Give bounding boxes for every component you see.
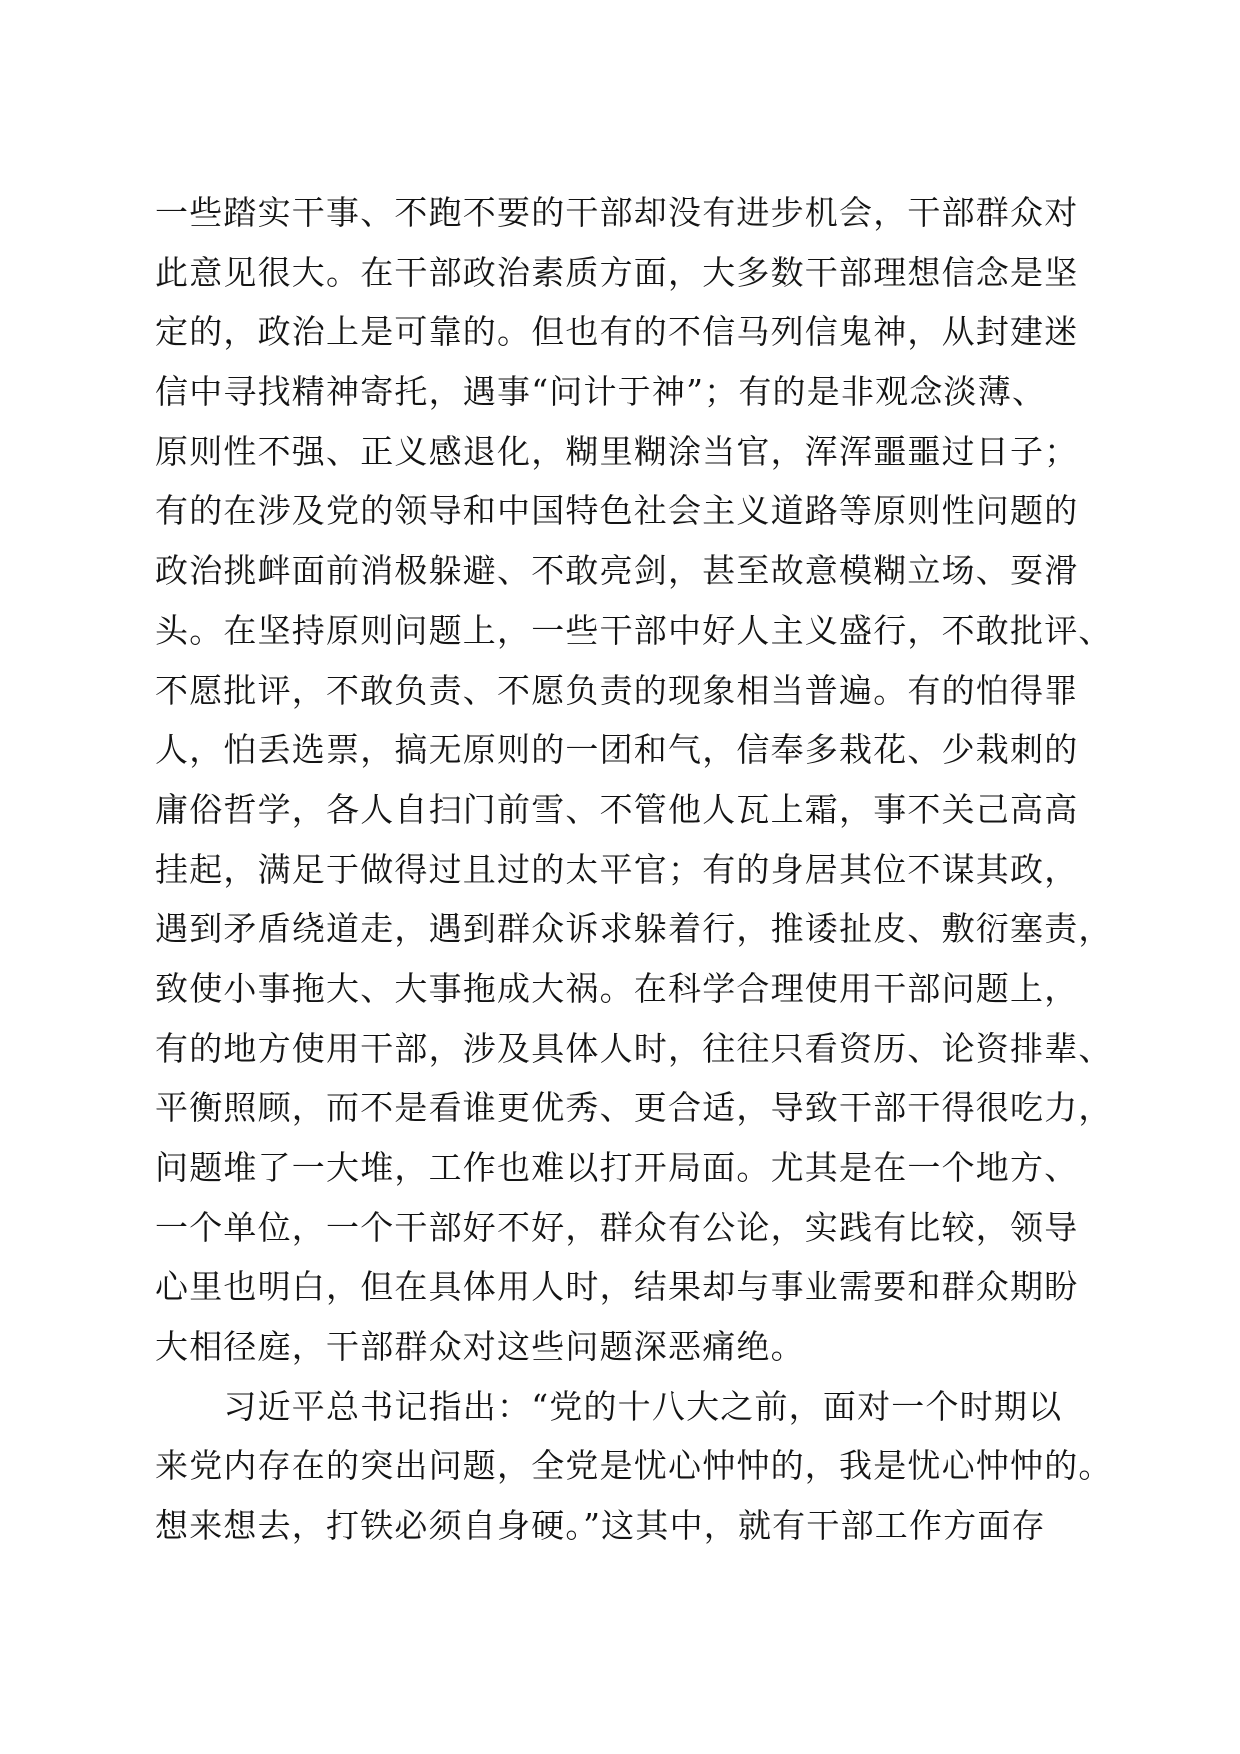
text-line: 原则性不强、正义感退化，糊里糊涂当官，浑浑噩噩过日子； bbox=[155, 431, 1079, 471]
text-line: 挂起，满足于做得过且过的太平官；有的身居其位不谋其政， bbox=[155, 849, 1079, 889]
text-line: 此意见很大。在干部政治素质方面，大多数干部理想信念是坚 bbox=[155, 252, 1079, 292]
text-line: 人，怕丢选票，搞无原则的一团和气，信奉多栽花、少栽刺的 bbox=[155, 730, 1079, 770]
text-line: 头。在坚持原则问题上，一些干部中好人主义盛行，不敢批评、 bbox=[155, 610, 1113, 650]
text-line: 有的在涉及党的领导和中国特色社会主义道路等原则性问题的 bbox=[155, 491, 1079, 531]
text-line: 一些踏实干事、不跑不要的干部却没有进步机会，干部群众对 bbox=[155, 193, 1079, 232]
text-line: 政治挑衅面前消极躲避、不敢亮剑，甚至故意模糊立场、耍滑 bbox=[155, 551, 1079, 591]
text-line: 致使小事拖大、大事拖成大祸。在科学合理使用干部问题上， bbox=[155, 968, 1079, 1008]
text-line: 庸俗哲学，各人自扫门前雪、不管他人瓦上霜，事不关己高高 bbox=[155, 789, 1079, 829]
text-line: 不愿批评，不敢负责、不愿负责的现象相当普遍。有的怕得罪 bbox=[155, 670, 1079, 710]
text-line: 平衡照顾，而不是看谁更优秀、更合适，导致干部干得很吃力， bbox=[155, 1088, 1113, 1128]
text-line: 想来想去，打铁必须自身硬。”这其中，就有干部工作方面存 bbox=[155, 1506, 1046, 1546]
text-line: 大相径庭，干部群众对这些问题深恶痛绝。 bbox=[155, 1327, 805, 1367]
text-line: 心里也明白，但在具体用人时，结果却与事业需要和群众期盼 bbox=[155, 1267, 1079, 1307]
text-line: 有的地方使用干部，涉及具体人时，往往只看资历、论资排辈、 bbox=[155, 1028, 1113, 1068]
text-line: 一个单位，一个干部好不好，群众有公论，实践有比较，领导 bbox=[155, 1207, 1079, 1247]
text-line: 定的，政治上是可靠的。但也有的不信马列信鬼神，从封建迷 bbox=[155, 312, 1079, 352]
text-line: 来党内存在的突出问题，全党是忧心忡忡的，我是忧心忡忡的。 bbox=[155, 1446, 1113, 1486]
text-line: 问题堆了一大堆，工作也难以打开局面。尤其是在一个地方、 bbox=[155, 1148, 1079, 1187]
text-line: 信中寻找精神寄托，遇事“问计于神”；有的是非观念淡薄、 bbox=[155, 372, 1047, 412]
body-text bbox=[155, 183, 1113, 1556]
paragraph-start-line: 习近平总书记指出：“党的十八大之前，面对一个时期以 bbox=[155, 1386, 1063, 1426]
text-line: 遇到矛盾绕道走，遇到群众诉求躲着行，推诿扯皮、敷衍塞责， bbox=[155, 909, 1113, 949]
